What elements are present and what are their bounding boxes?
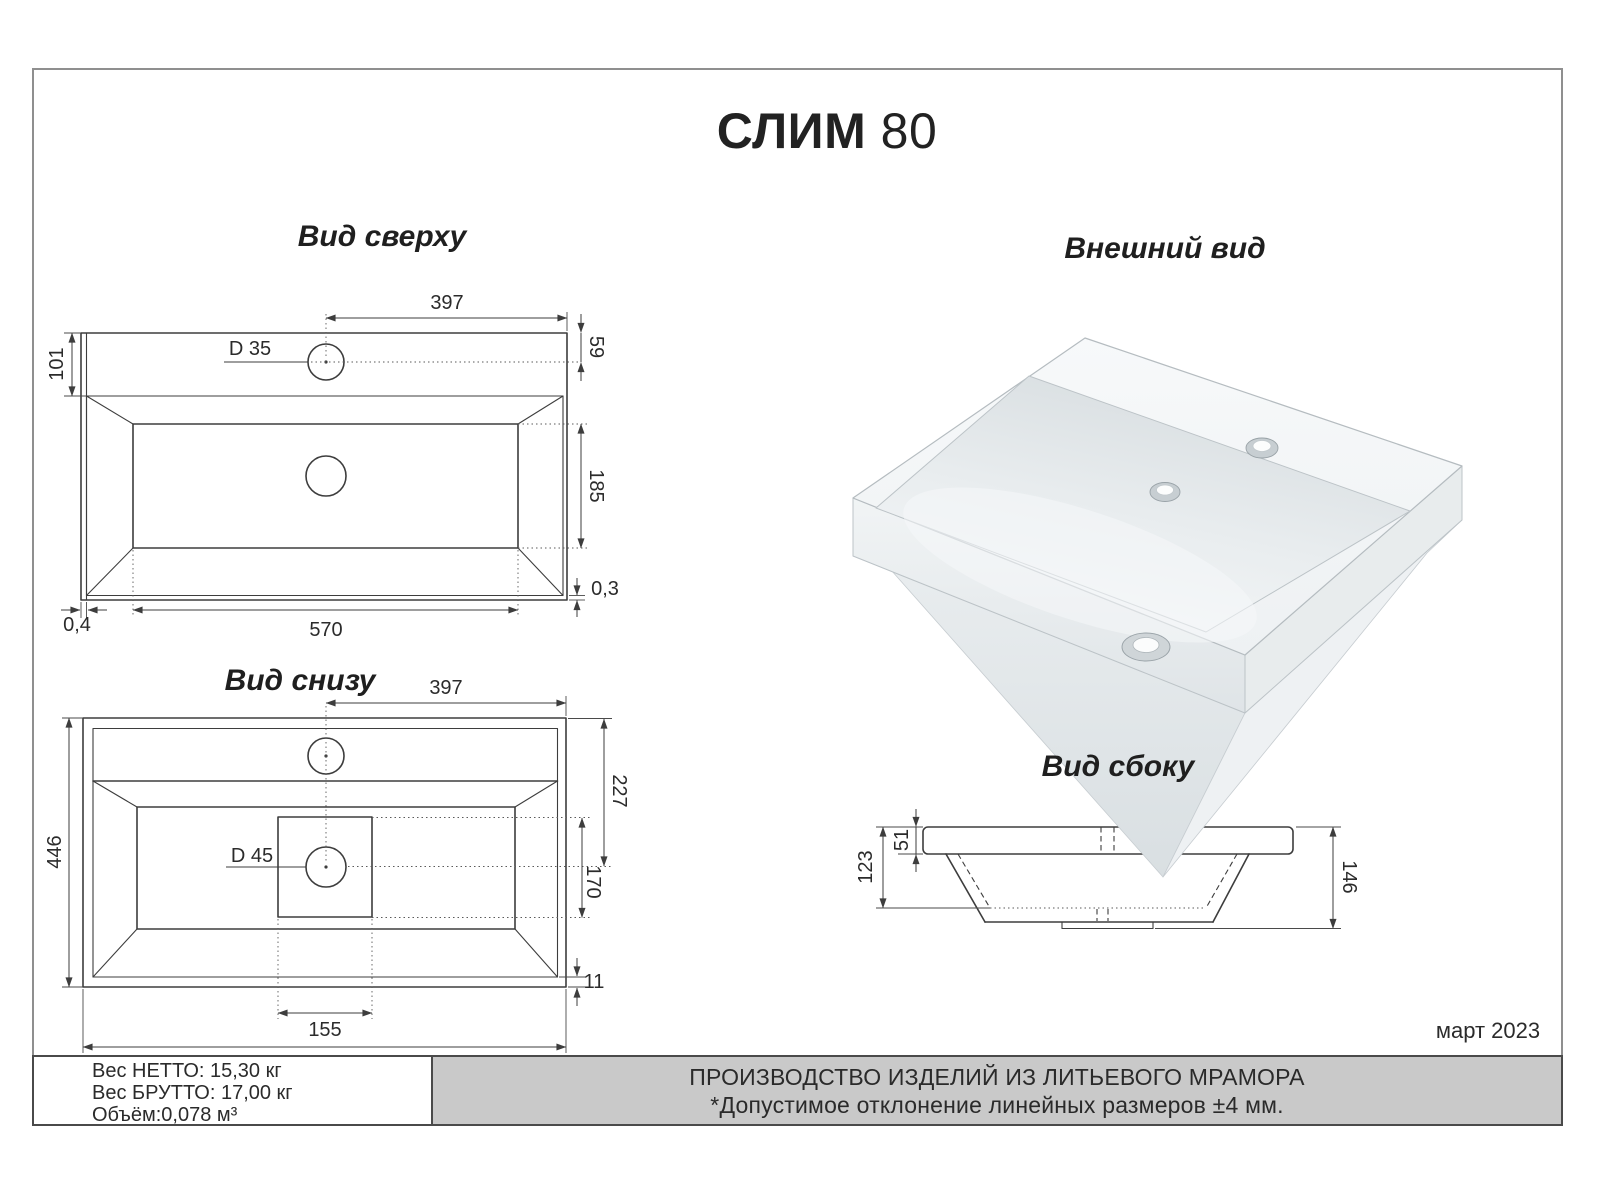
footer-production-box: [431, 1055, 1563, 1126]
external-3d-view: [853, 338, 1462, 877]
dim-top-185: 185: [585, 469, 607, 503]
dim-top-101: 101: [46, 347, 68, 381]
dim-top-03: 0,3: [591, 578, 619, 600]
volume: Объём:0,078 м³: [92, 1104, 238, 1126]
dim-side-51: 51: [891, 828, 913, 852]
dim-top-04: 0,4: [63, 614, 91, 636]
production-note-line1: ПРОИЗВОДСТВО ИЗДЕЛИЙ ИЗ ЛИТЬЕВОГО МРАМОРА: [689, 1063, 1305, 1090]
top-view-title: Вид сверху: [297, 220, 467, 253]
net-weight: Вес НЕТТО: 15,30 кг: [92, 1060, 282, 1082]
dim-bottom-446: 446: [44, 835, 66, 869]
dim-bottom-155: 155: [308, 1019, 342, 1041]
dim-side-146: 146: [1338, 860, 1360, 894]
dim-top-397: 397: [430, 292, 464, 314]
top-view-drawing: [61, 312, 589, 618]
gross-weight: Вес БРУТТО: 17,00 кг: [92, 1082, 293, 1104]
model-name: СЛИМ: [716, 103, 867, 159]
dim-top-570: 570: [309, 619, 343, 641]
dim-side-123: 123: [855, 850, 877, 884]
bottom-view-title: Вид снизу: [224, 664, 376, 697]
footer-weight-box: [32, 1055, 433, 1126]
model-size: 80: [880, 103, 938, 159]
date-label: март 2023: [1435, 1018, 1541, 1043]
side-view-drawing: [876, 809, 1341, 929]
dim-bottom-d45: D 45: [230, 845, 274, 867]
dim-top-d35: D 35: [228, 338, 272, 360]
dim-bottom-397: 397: [429, 677, 463, 699]
production-note-line2: *Допустимое отклонение линейных размеров ±4 мм.: [710, 1091, 1284, 1118]
page-title: [717, 102, 938, 160]
dim-bottom-170: 170: [582, 865, 604, 899]
side-view-title: Вид сбоку: [1041, 750, 1195, 783]
dim-bottom-11: 11: [583, 971, 605, 993]
external-view-title: Внешний вид: [1064, 232, 1266, 265]
dim-bottom-227: 227: [608, 774, 630, 808]
bottom-view-drawing: [62, 696, 612, 1053]
dim-top-59: 59: [585, 335, 607, 359]
